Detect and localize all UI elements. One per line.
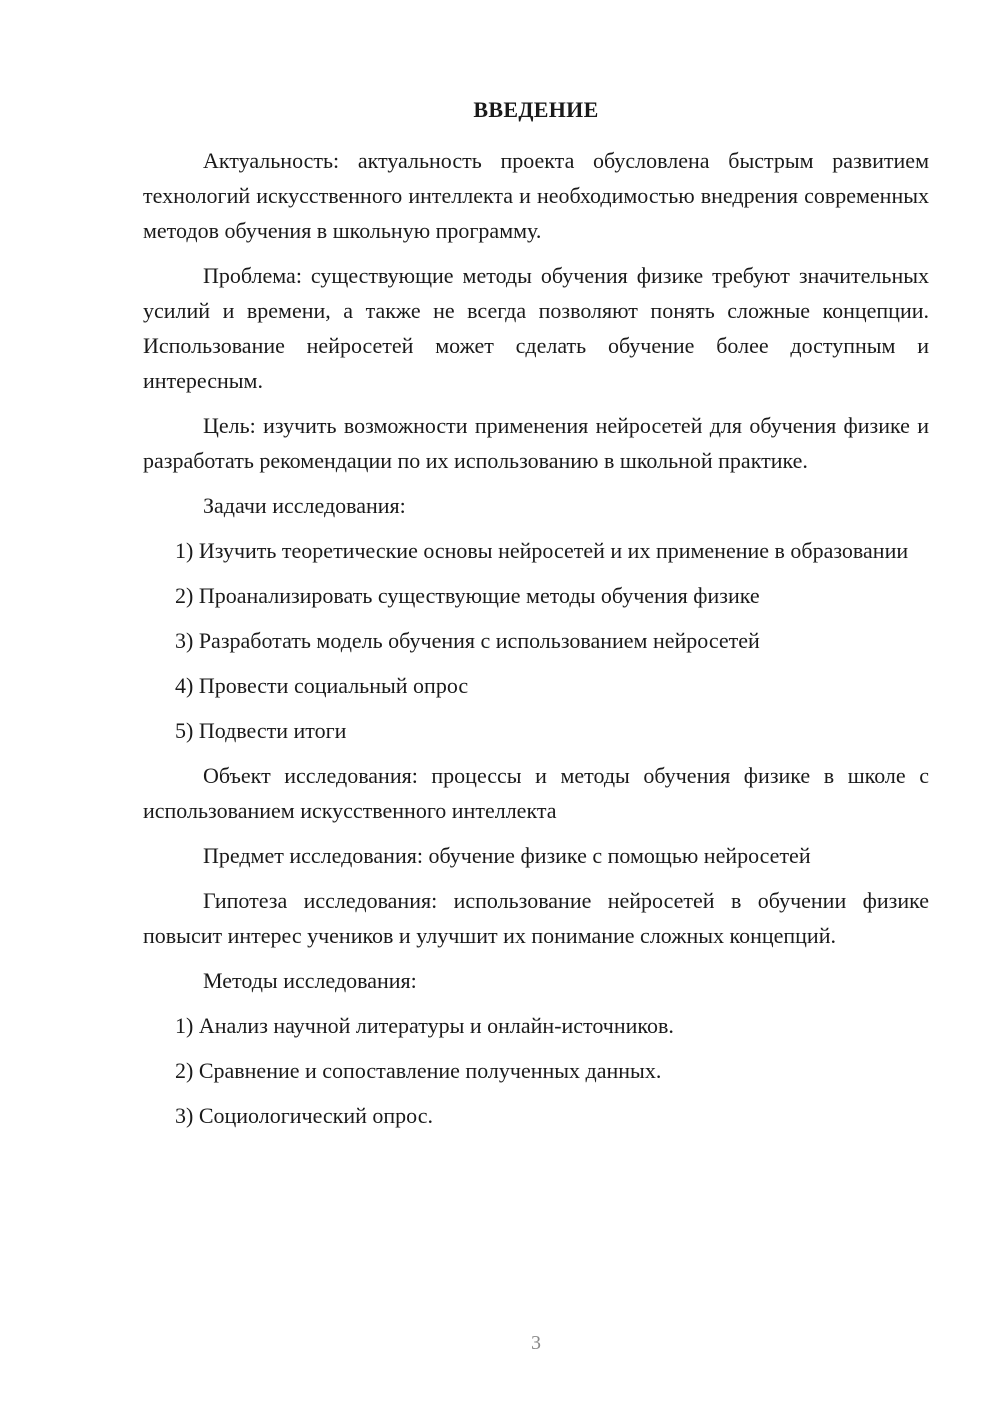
page-title: ВВЕДЕНИЕ xyxy=(473,97,599,122)
methods-heading: Методы исследования: xyxy=(203,968,417,993)
page-number: 3 xyxy=(531,1332,541,1354)
task-item: 3) Разработать модель обучения с использованием нейросетей xyxy=(175,628,760,653)
page-body xyxy=(143,143,929,1143)
task-item: 4) Провести социальный опрос xyxy=(175,673,469,698)
task-item: 2) Проанализировать существующие методы обучения физике xyxy=(175,583,760,608)
task-item: 5) Подвести итоги xyxy=(175,718,347,743)
hypothesis-paragraph: Гипотеза исследования: использование нейросетей в обучении физике повысит интерес учеников и улучшит их понимание сложных концепций. xyxy=(143,888,929,948)
goal-paragraph: Цель: изучить возможности применения нейросетей для обучения физике и разработать рекомендации по их использованию в школьной практике. xyxy=(143,413,929,473)
method-item: 3) Социологический опрос. xyxy=(175,1103,433,1128)
method-item: 1) Анализ научной литературы и онлайн-источников. xyxy=(175,1013,674,1038)
subject-paragraph: Предмет исследования: обучение физике с помощью нейросетей xyxy=(203,843,811,868)
method-item: 2) Сравнение и сопоставление полученных данных. xyxy=(175,1058,662,1083)
task-item: 1) Изучить теоретические основы нейросетей и их применение в образовании xyxy=(175,538,909,563)
tasks-heading: Задачи исследования: xyxy=(203,493,406,518)
object-paragraph: Объект исследования: процессы и методы обучения физике в школе с использованием искусственного интеллекта xyxy=(143,763,929,823)
relevance-paragraph: Актуальность: актуальность проекта обусловлена быстрым развитием технологий искусственного интеллекта и необходимостью внедрения современных методов обучения в школьную программу. xyxy=(143,148,929,243)
problem-paragraph: Проблема: существующие методы обучения физике требуют значительных усилий и времени, а также не всегда позволяют понять сложные концепции. Использование нейросетей может сделать обучение более доступным и интересным. xyxy=(143,263,929,393)
